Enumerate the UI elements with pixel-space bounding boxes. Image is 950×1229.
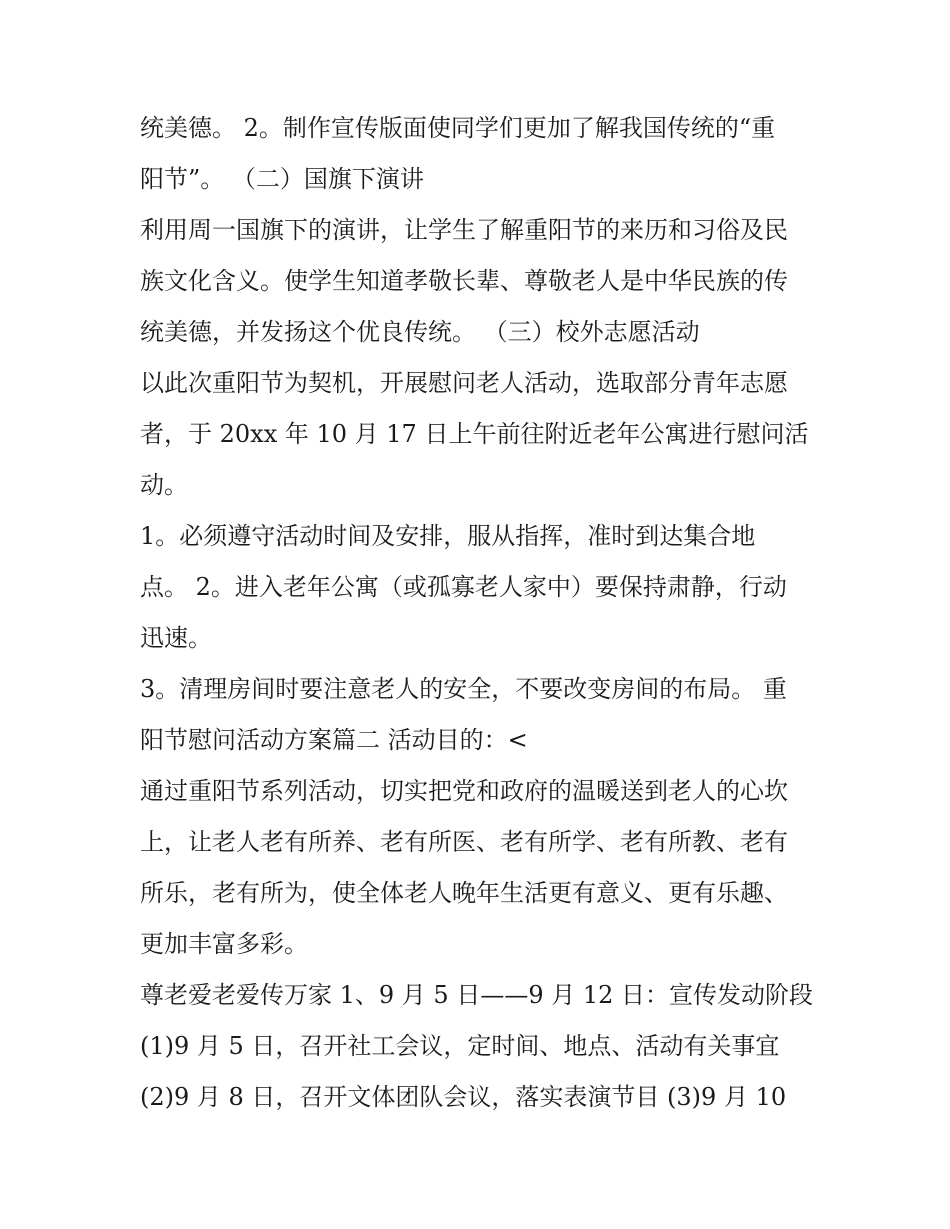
text-line: 以此次重阳节为契机，开展慰问老人活动，选取部分青年志愿 bbox=[140, 369, 788, 397]
text-line: 统美德，并发扬这个优良传统。 （三）校外志愿活动 bbox=[140, 318, 700, 346]
text-line: 点。 2。进入老年公寓（或孤寡老人家中）要保持肃静，行动 bbox=[140, 573, 787, 601]
text-line: 统美德。 2。制作宣传版面使同学们更加了解我国传统的“重 bbox=[140, 114, 776, 142]
text-line: (1)9 月 5 日，召开社工会议，定时间、地点、活动有关事宜 bbox=[140, 1032, 780, 1060]
text-line: 3。清理房间时要注意老人的安全，不要改变房间的布局。 重 bbox=[140, 675, 787, 703]
text-line: 者，于 20xx 年 10 月 17 日上午前往附近老年公寓进行慰问活 bbox=[140, 420, 809, 448]
text-line: 上，让老人老有所养、老有所医、老有所学、老有所教、老有 bbox=[140, 828, 788, 856]
text-line: 阳节”。 （二）国旗下演讲 bbox=[140, 165, 424, 193]
text-line: 动。 bbox=[140, 471, 188, 499]
text-line: 迅速。 bbox=[140, 624, 212, 652]
text-line: 族文化含义。使学生知道孝敬长辈、尊敬老人是中华民族的传 bbox=[140, 267, 788, 295]
text-line: 尊老爱老爱传万家 1、9 月 5 日——9 月 12 日：宣传发动阶段 bbox=[140, 981, 814, 1009]
text-line: (2)9 月 8 日，召开文体团队会议，落实表演节目 (3)9 月 10 bbox=[140, 1083, 787, 1111]
text-line: 1。必须遵守活动时间及安排，服从指挥，准时到达集合地 bbox=[140, 522, 756, 550]
text-line: 更加丰富多彩。 bbox=[140, 930, 308, 958]
text-line: 所乐，老有所为，使全体老人晚年生活更有意义、更有乐趣、 bbox=[140, 879, 788, 907]
text-line: 通过重阳节系列活动，切实把党和政府的温暖送到老人的心坎 bbox=[140, 777, 788, 805]
text-line: 阳节慰问活动方案篇二 活动目的：< bbox=[140, 726, 528, 754]
text-line: 利用周一国旗下的演讲，让学生了解重阳节的来历和习俗及民 bbox=[140, 216, 788, 244]
